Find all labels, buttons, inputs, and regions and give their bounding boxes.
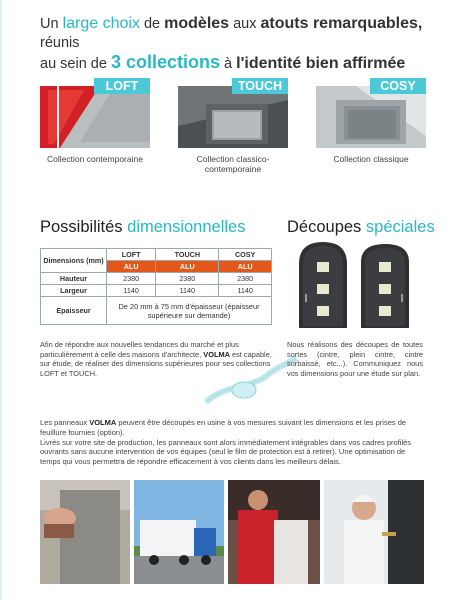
cut-paragraph: Nous réalisons des découpes de toutes sortes (cintre, plein cintre, cintre surbaissé, etc...). Communiquez nous vos dimensions pour une étude sur plan. [287, 340, 423, 378]
table-row: Hauteur 2380 2380 2380 [41, 273, 272, 285]
page-edge-line [0, 0, 2, 600]
bottom-paragraph: Les panneaux VOLMA peuvent être découpés en usine à vos mesures suivant les dimensions et les prises de feuillure fournies (option). Livrés sur votre site de production, les panneaux sont alors immédiatement intégrables dans vos cadres profilés ouvrants sans aucune intervention de vos équipes (seul le film de protection est à retirer). Une optimisation de temps qui vous permettra de répondre efficacement à vos clients dans les meilleurs délais. [40, 418, 412, 467]
col-cosy: COSY [219, 249, 272, 261]
dims-section-title: Possibilités dimensionnelles [40, 218, 246, 236]
workers-photo [228, 480, 320, 584]
touch-label: TOUCH [232, 78, 288, 94]
arched-doors-illustration [297, 240, 411, 328]
table-row: Epaisseur De 20 mm à 75 mm d'épaisseur (épaisseur supérieure sur demande) [41, 297, 272, 325]
truck-photo [134, 480, 224, 584]
cosy-caption: Collection classique [333, 154, 409, 164]
loft-caption: Collection contemporaine [47, 154, 143, 164]
cosy-label: COSY [370, 78, 426, 94]
alu-loft: ALU [107, 261, 156, 273]
loft-label: LOFT [94, 78, 150, 94]
installer-photo [324, 480, 424, 584]
cutting-panel-photo [40, 480, 130, 584]
headline: Un large choix de modèles aux atouts remarquables, réunis au sein de 3 collections à l'identité bien affirmée [40, 15, 423, 72]
cosy-panel-photo [316, 86, 426, 148]
table-head-dimensions: Dimensions (mm) [41, 249, 107, 273]
dimensions-table [40, 248, 272, 325]
col-touch: TOUCH [156, 249, 219, 261]
alu-touch: ALU [156, 261, 219, 273]
arched-door-right [361, 244, 409, 328]
loft-panel-photo [40, 86, 150, 148]
cut-section-title: Découpes spéciales [287, 218, 435, 236]
table-row: Largeur 1140 1140 1140 [41, 285, 272, 297]
col-loft: LOFT [107, 249, 156, 261]
dims-paragraph: Afin de répondre aux nouvelles tendances du marché et plus particulièrement à celle des maisons d'architecte, VOLMA est capable, sur étude, de réaliser des dimensions supérieures pour ses collections LOFT et TOUCH. [40, 340, 272, 378]
arched-door-left [299, 242, 347, 328]
touch-caption: Collection classico-contemporaine [196, 154, 270, 174]
touch-panel-photo [178, 86, 288, 148]
alu-cosy: ALU [219, 261, 272, 273]
